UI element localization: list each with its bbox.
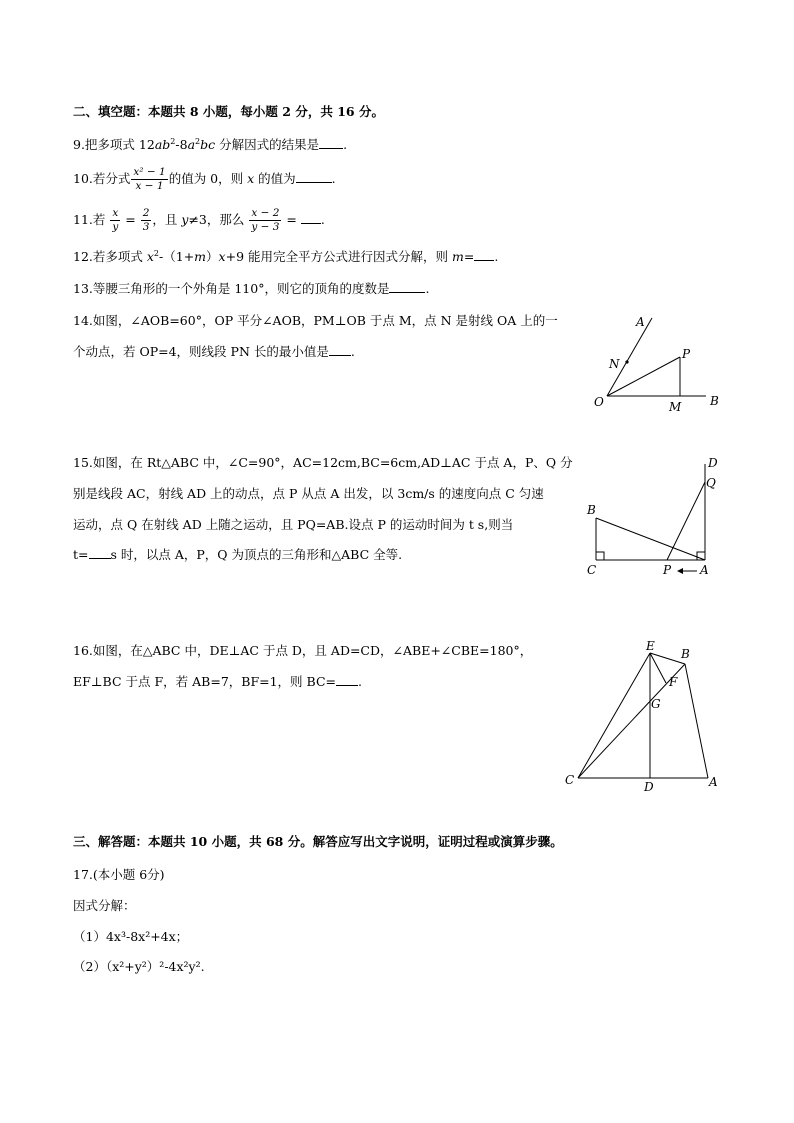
arrow-left-icon (677, 568, 683, 574)
heading-text: 小题，共 (207, 834, 266, 849)
fraction-numerator: x (110, 207, 120, 221)
q13-text: 13.等腰三角形的一个外角是 110°，则它的顶角的度数是 (73, 281, 390, 296)
q11-text: ≠3，那么 (188, 212, 249, 227)
label-n: N (609, 357, 620, 371)
q12-var: x (146, 249, 154, 264)
question-15-line-2: 别是线段 AC，射线 AD 上的动点，点 P 从点 A 出发，以 3cm/s 的速度向点 C 匀速 (73, 486, 544, 501)
right-angle-c (596, 552, 604, 560)
q11-text: 11.若 (73, 212, 110, 227)
q12-text: -（1+ (159, 249, 195, 264)
q15-text: s 时，以点 A，P，Q 为顶点的三角形和△ABC 全等. (110, 547, 403, 562)
label-g: G (651, 697, 661, 711)
fraction-numerator: x² − 1 (133, 166, 166, 178)
segment-pq (667, 482, 705, 560)
fraction-denominator: y − 3 (251, 221, 280, 233)
q11-fraction-2 (141, 207, 152, 234)
q16-period: . (357, 674, 362, 689)
question-15-line-1: 15.如图，在 Rt△ABC 中，∠C=90°，AC=12cm,BC=6cm,AD⊥AC 于点 A，P、Q 分 (73, 455, 573, 470)
q13-period: . (425, 281, 430, 296)
q9-var: a (187, 137, 196, 152)
segment-ce (578, 653, 650, 778)
q9-exp: 2 (170, 136, 176, 146)
q15-figure (583, 452, 733, 582)
label-c: C (587, 563, 597, 577)
heading-total: 16 (337, 104, 355, 119)
point-n (625, 360, 628, 363)
q11-equals: = (121, 212, 140, 227)
fraction-denominator: y (112, 221, 119, 233)
fraction-denominator: 3 (142, 221, 150, 233)
question-14-line-2 (73, 343, 355, 361)
label-d: D (644, 780, 654, 794)
q16-figure (560, 636, 735, 796)
q10-text: 的值为 (254, 171, 296, 186)
q9-exp: 2 (195, 136, 201, 146)
label-p: P (663, 563, 672, 577)
question-17-part-2: （2）（x²+y²）²-4x²y². (73, 959, 205, 974)
q14-figure (588, 310, 738, 420)
heading-text: 小题，每小题 (198, 104, 283, 119)
question-17-prompt: 因式分解： (73, 898, 136, 913)
label-f: F (669, 675, 678, 689)
label-p: P (682, 347, 691, 361)
q12-var: m (194, 249, 207, 264)
question-16-line-2 (73, 673, 362, 691)
q10-text: 10.若分式 (73, 171, 131, 186)
q9-text: -8 (175, 137, 188, 152)
q11-period: . (320, 212, 325, 227)
q9-text: 分解因式的结果是 (215, 137, 320, 152)
heading-count: 10 (189, 834, 208, 849)
q12-text: = (463, 249, 475, 264)
label-m: M (669, 400, 682, 414)
q9-text: 9.把多项式 12 (73, 137, 155, 152)
label-d: D (708, 456, 718, 470)
q12-text: 12.若多项式 (73, 249, 147, 264)
q12-text: ） (206, 249, 219, 264)
section-3-heading (73, 833, 563, 851)
q11-fraction-1 (110, 207, 120, 234)
question-15-line-3: 运动，点 Q 在射线 AD 上随之运动，且 PQ=AB.设点 P 的运动时间为 t s,则当 (73, 517, 514, 532)
q16-text: EF⊥BC 于点 F，若 AB=7，BF=1，则 BC= (73, 674, 336, 689)
label-o: O (594, 395, 604, 409)
q9-var: bc (200, 137, 216, 152)
q11-var: y (181, 212, 189, 227)
segment-ab (596, 518, 705, 560)
q12-period: . (494, 249, 499, 264)
q10-var: x (247, 171, 255, 186)
q12-text: +9 能用完全平方公式进行因式分解，则 (225, 249, 452, 264)
fraction-numerator: x − 2 (249, 207, 281, 221)
heading-text: 二、填空题：本题共 (73, 104, 190, 119)
label-b: B (681, 647, 690, 661)
question-10 (73, 165, 336, 193)
q14-period: . (350, 344, 355, 359)
question-12 (73, 248, 498, 266)
q13-answer-blank[interactable] (389, 280, 425, 293)
question-13 (73, 280, 429, 298)
heading-text: 三、解答题：本题共 (73, 834, 190, 849)
q14-text: 个动点，若 OP=4，则线段 PN 长的最小值是 (73, 344, 329, 359)
heading-text: 分。解答应写出文字说明，证明过程或演算步骤。 (283, 834, 563, 849)
heading-text: 分。 (354, 104, 384, 119)
label-a: A (636, 315, 645, 329)
q11-text: ，且 (152, 212, 182, 227)
q15-answer-blank[interactable] (89, 546, 111, 559)
q12-var: m (451, 249, 464, 264)
q12-var: x (218, 249, 226, 264)
label-b: B (710, 394, 719, 408)
q9-answer-blank[interactable] (319, 136, 343, 149)
label-b: B (587, 503, 596, 517)
q10-fraction (131, 166, 167, 193)
label-e: E (646, 639, 655, 653)
q16-answer-blank[interactable] (336, 673, 358, 686)
label-c: C (565, 773, 575, 787)
question-14-line-1: 14.如图，∠AOB=60°，OP 平分∠AOB，PM⊥OB 于点 M，点 N 是射线 OA 上的一 (73, 313, 558, 328)
q15-text: t= (73, 547, 89, 562)
question-9 (73, 136, 347, 154)
q9-var: ab (154, 137, 171, 152)
q11-answer-blank[interactable] (301, 211, 321, 224)
fraction-denominator: x − 1 (135, 180, 164, 192)
q11-equals: = (282, 212, 301, 227)
heading-text: 分，共 (290, 104, 338, 119)
q11-fraction-3 (249, 207, 281, 234)
question-17-part-1: （1）4x³-8x²+4x； (73, 929, 189, 944)
section-2-heading (73, 103, 384, 121)
label-q: Q (706, 476, 716, 490)
question-16-line-1: 16.如图，在△ABC 中，DE⊥AC 于点 D，且 AD=CD，∠ABE+∠CBE=180°， (73, 643, 533, 658)
question-11 (73, 206, 325, 234)
q12-answer-blank[interactable] (474, 248, 494, 261)
heading-points: 2 (282, 104, 291, 119)
segment-ba (685, 664, 708, 778)
question-15-line-4 (73, 546, 402, 564)
label-a: A (700, 563, 709, 577)
q10-period: . (331, 171, 336, 186)
q10-text: 的值为 0，则 (168, 171, 248, 186)
fraction-numerator: 2 (142, 207, 150, 219)
question-17-title: 17.(本小题 6分) (73, 867, 165, 882)
heading-count: 8 (189, 104, 199, 119)
label-a: A (709, 775, 718, 789)
q9-period: . (343, 137, 348, 152)
q14-answer-blank[interactable] (329, 343, 351, 356)
q12-exp: 2 (153, 248, 160, 258)
q10-answer-blank[interactable] (296, 170, 332, 183)
heading-total: 68 (265, 834, 284, 849)
